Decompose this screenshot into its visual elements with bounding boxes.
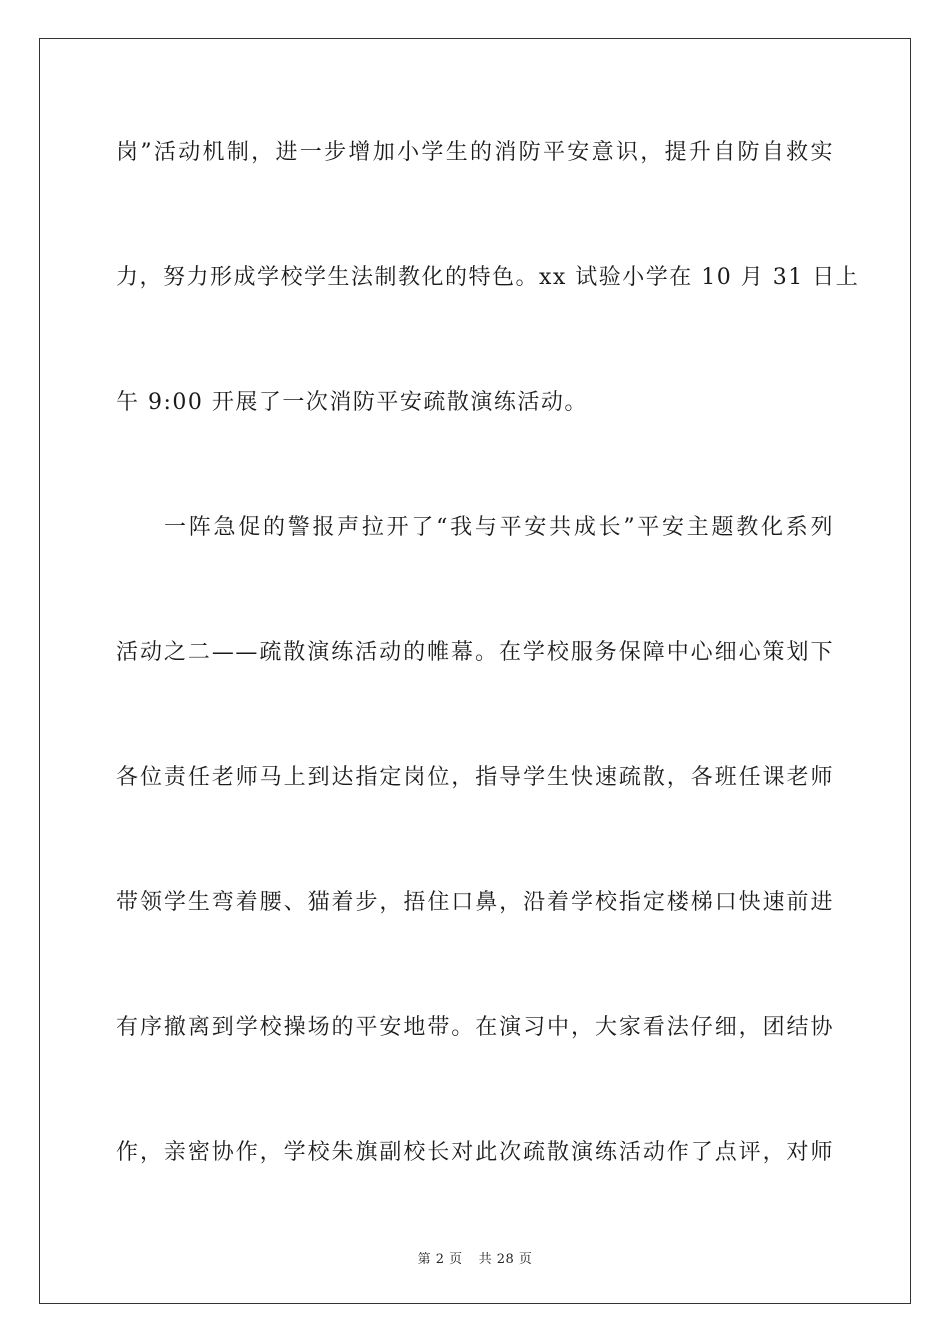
- body-line: 带领学生弯着腰、猫着步，捂住口鼻，沿着学校指定楼梯口快速前进: [116, 890, 834, 915]
- page-number: 第 2 页: [417, 1252, 463, 1267]
- body-line: 活动之二——疏散演练活动的帷幕。在学校服务保障中心细心策划下: [116, 640, 834, 665]
- body-line: 各位责任老师马上到达指定岗位，指导学生快速疏散，各班任课老师: [116, 765, 834, 790]
- body-line: 午 9:00 开展了一次消防平安疏散演练活动。: [116, 390, 588, 415]
- body-line: 力，努力形成学校学生法制教化的特色。xx 试验小学在 10 月 31 日上: [116, 265, 860, 290]
- page-footer: [0, 1248, 950, 1267]
- body-line: 岗”活动机制，进一步增加小学生的消防平安意识，提升自防自救实: [116, 140, 834, 165]
- body-line: 作，亲密协作，学校朱旗副校长对此次疏散演练活动作了点评，对师: [116, 1140, 834, 1165]
- body-line: 有序撤离到学校操场的平安地带。在演习中，大家看法仔细，团结协: [116, 1015, 834, 1040]
- page-total: 共 28 页: [478, 1252, 533, 1267]
- document-body: [116, 126, 860, 1251]
- paragraph-first-line: 一阵急促的警报声拉开了“我与平安共成长”平安主题教化系列: [164, 515, 834, 540]
